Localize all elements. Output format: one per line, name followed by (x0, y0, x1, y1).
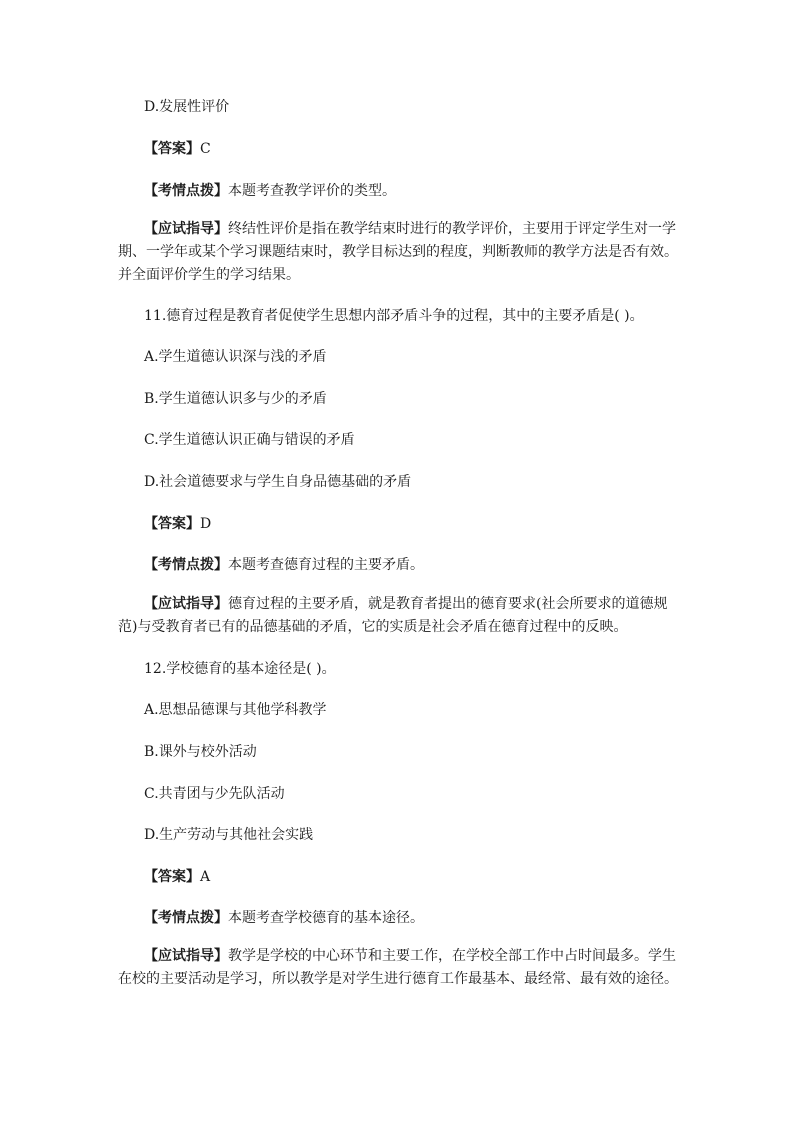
q12-guide-text: 教学是学校的中心环节和主要工作，在学校全部工作中占时间最多。学生在校的主要活动是学习，所以教学是对学生进行德育工作最基本、最经常、最有效的途径。 (118, 948, 678, 987)
q10-answer-label: 【答案】 (144, 141, 200, 157)
q12-answer-value: A (200, 869, 211, 885)
q10-guide (118, 218, 678, 287)
q11-answer-value: D (200, 516, 212, 532)
q11-option-a: A.学生道德认识深与浅的矛盾 (144, 349, 327, 365)
q11-option-c: C.学生道德认识正确与错误的矛盾 (144, 432, 355, 448)
q12-guide (118, 945, 678, 991)
q10-analysis-text: 本题考查教学评价的类型。 (228, 183, 396, 199)
q11-option-b: B.学生道德认识多与少的矛盾 (144, 391, 327, 407)
q12-answer (144, 867, 210, 888)
q11-analysis-label: 【考情点拨】 (144, 557, 228, 573)
q12-analysis-text: 本题考查学校德育的基本途径。 (228, 910, 424, 926)
q10-answer (144, 139, 211, 160)
q12-option-a: A.思想品德课与其他学科教学 (144, 702, 327, 718)
q11-analysis (144, 555, 424, 576)
q10-option-d: D.发展性评价 (144, 99, 230, 115)
q10-analysis (144, 181, 396, 202)
q12-guide-label: 【应试指导】 (144, 948, 228, 964)
q11-guide-text: 德育过程的主要矛盾，就是教育者提出的德育要求(社会所要求的道德规范)与受教育者已有的品德基础的矛盾，它的实质是社会矛盾在德育过程中的反映。 (118, 596, 668, 635)
q10-answer-value: C (200, 141, 211, 157)
q11-analysis-text: 本题考查德育过程的主要矛盾。 (228, 557, 424, 573)
q12-answer-label: 【答案】 (144, 869, 200, 885)
q10-guide-text: 终结性评价是指在教学结束时进行的教学评价，主要用于评定学生对一学期、一学年或某个学习课题结束时，教学目标达到的程度，判断教师的教学方法是否有效。并全面评价学生的学习结果。 (118, 221, 678, 283)
q12-option-d: D.生产劳动与其他社会实践 (144, 827, 314, 843)
q11-answer-label: 【答案】 (144, 516, 200, 532)
q12-stem: 12.学校德育的基本途径是( )。 (144, 661, 336, 677)
q11-answer (144, 514, 211, 535)
q12-option-b: B.课外与校外活动 (144, 744, 257, 760)
q10-analysis-label: 【考情点拨】 (144, 183, 228, 199)
q12-analysis-label: 【考情点拨】 (144, 910, 228, 926)
q11-guide-label: 【应试指导】 (144, 596, 228, 612)
q12-option-c: C.共青团与少先队活动 (144, 786, 285, 802)
q10-guide-label: 【应试指导】 (144, 221, 228, 237)
q11-guide (118, 593, 678, 639)
q12-analysis (144, 908, 424, 929)
q11-stem: 11.德育过程是教育者促使学生思想内部矛盾斗争的过程，其中的主要矛盾是( )。 (144, 308, 644, 324)
q11-option-d: D.社会道德要求与学生自身品德基础的矛盾 (144, 474, 412, 490)
